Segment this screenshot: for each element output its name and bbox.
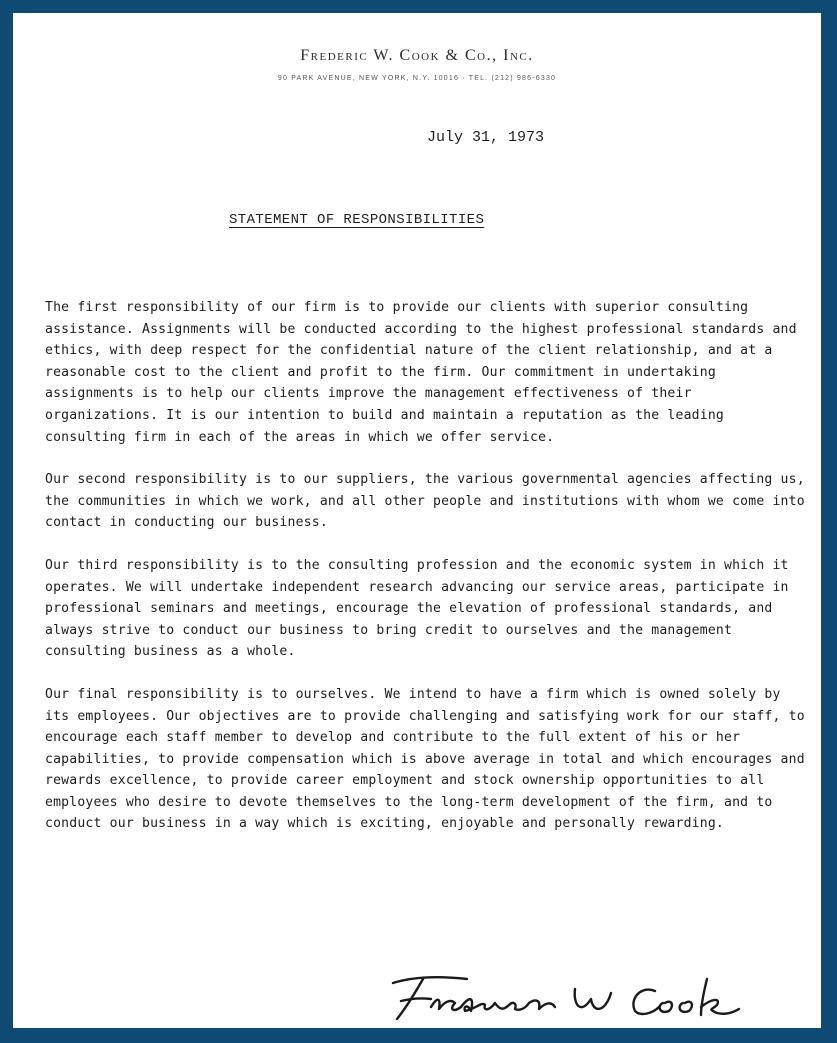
- document-title: STATEMENT OF RESPONSIBILITIES: [229, 212, 485, 228]
- letter-page: [13, 13, 821, 1028]
- paragraph-first-responsibility: The first responsibility of our firm is to provide our clients with superior consulting assistance. Assignments will be conducted according to the highest professional standards and ethics, with deep respect for the confidential nature of the client relationship, and at a reasonable cost to the client and profit to the firm. Our commitment in undertaking assignments is to help our clients improve the management effectiveness of their organizations. It is our intention to build and maintain a reputation as the leading consulting firm in each of the areas in which we offer service.: [45, 300, 797, 445]
- handwritten-signature: [379, 965, 779, 1023]
- letterhead-company-name: Frederic W. Cook & Co., Inc.: [300, 47, 534, 64]
- paragraph-third-responsibility: Our third responsibility is to the consulting profession and the economic system in which it operates. We will undertake independent research advancing our service areas, participate in professional seminars and meetings, encourage the elevation of professional standards, and always strive to conduct our business to bring credit to ourselves and the management consulting business as a whole.: [45, 557, 789, 660]
- letterhead-address: 90 PARK AVENUE, NEW YORK, N.Y. 10016 · TEL. (212) 986-6330: [277, 75, 557, 82]
- paragraph-second-responsibility: Our second responsibility is to our suppliers, the various governmental agencies affecting us, the communities in which we work, and all other people and institutions with whom we come into contact in conducting our business.: [45, 472, 805, 531]
- letter-body: [45, 297, 805, 856]
- letter-date: July 31, 1973: [427, 129, 545, 146]
- paragraph-final-responsibility: Our final responsibility is to ourselves. We intend to have a firm which is owned solely by its employees. Our objectives are to provide challenging and satisfying work for our staff, to encourage each staff member to develop and contribute to the full extent of his or her capabilities, to provide compensation which is above average in total and which encourages and rewards excellence, to provide career employment and stock ownership opportunities to all employees who desire to devote themselves to the long-term development of the firm, and to conduct our business in a way which is exciting, enjoyable and personally rewarding.: [45, 686, 805, 832]
